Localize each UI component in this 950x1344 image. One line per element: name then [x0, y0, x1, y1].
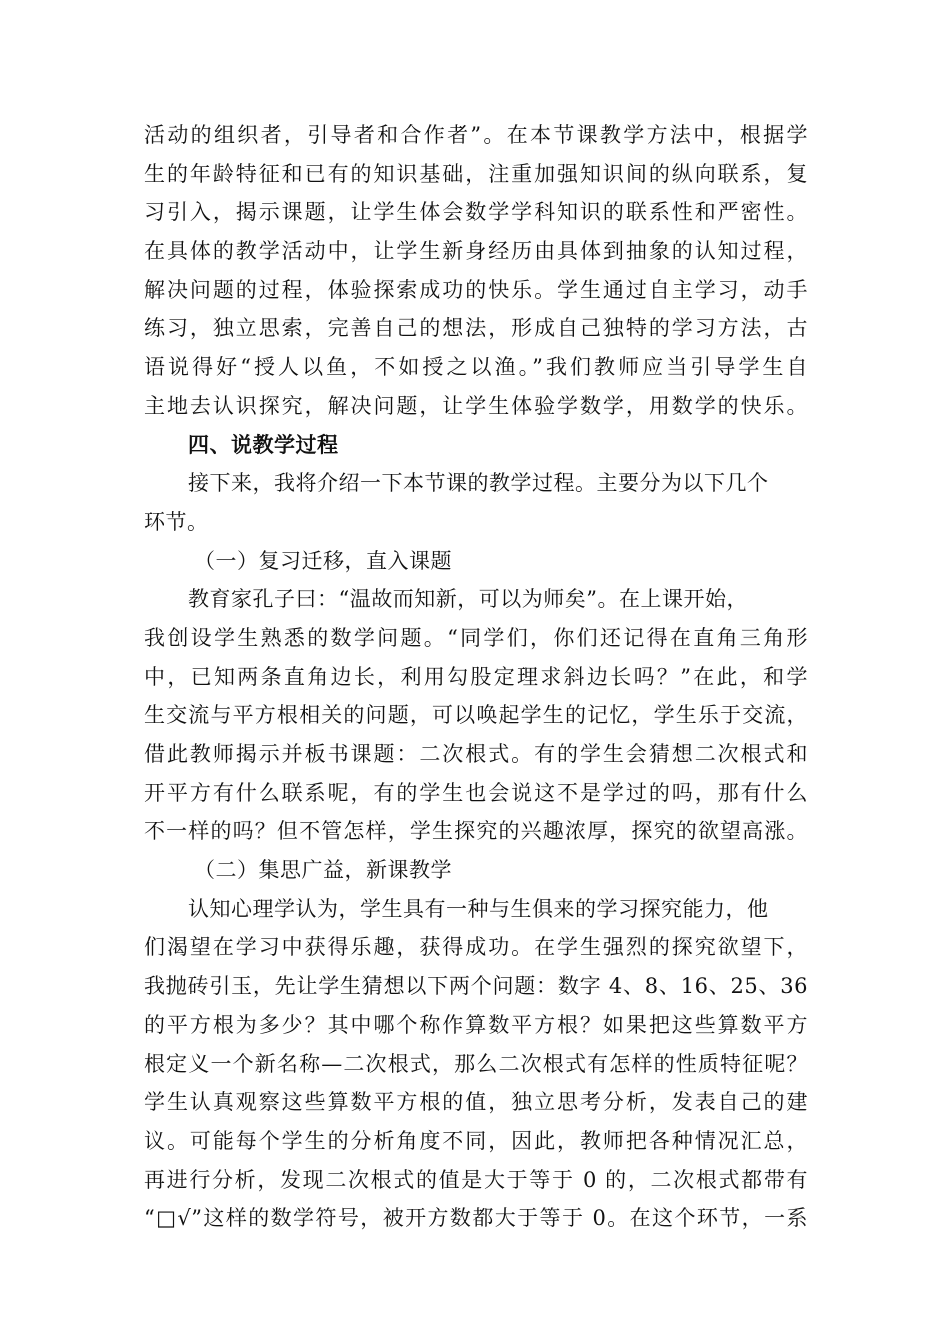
subsection-heading: （二）集思广益，新课教学	[194, 858, 452, 883]
paragraph-line: 在具体的教学活动中，让学生新身经历由具体到抽象的认知过程，	[144, 239, 808, 264]
paragraph-line: 们渴望在学习中获得乐趣，获得成功。在学生强烈的探究欲望下，	[144, 935, 808, 960]
paragraph-line: 开平方有什么联系呢，有的学生也会说这不是学过的吗，那有什么	[144, 780, 808, 805]
paragraph-line: 主地去认识探究，解决问题，让学生体验学数学，用数学的快乐。	[144, 393, 808, 418]
paragraph-line: 生的年龄特征和已有的知识基础，注重加强知识间的纵向联系，复	[144, 161, 808, 186]
paragraph-line: 环节。	[144, 509, 209, 534]
subsection-heading: （一）复习迁移，直入课题	[194, 548, 452, 573]
paragraph-line: 议。可能每个学生的分析角度不同，因此，教师把各种情况汇总，	[144, 1128, 808, 1153]
document-body	[144, 116, 808, 1238]
paragraph-line: 接下来，我将介绍一下本节课的教学过程。主要分为以下几个	[188, 471, 769, 496]
paragraph-line: 不一样的吗？但不管怎样，学生探究的兴趣浓厚，探究的欲望高涨。	[144, 819, 808, 844]
paragraph-line: 活动的组织者，引导者和合作者”。在本节课教学方法中，根据学	[144, 123, 808, 147]
paragraph-line: 再进行分析，发现二次根式的值是大于等于 0 的，二次根式都带有	[144, 1167, 808, 1192]
paragraph-line: 中，已知两条直角边长，利用勾股定理求斜边长吗？”在此，和学	[144, 664, 808, 689]
paragraph-line: 练习，独立思索，完善自己的想法，形成自己独特的学习方法，古	[144, 316, 808, 341]
paragraph-line: 的平方根为多少？其中哪个称作算数平方根？如果把这些算数平方	[144, 1012, 808, 1037]
paragraph-line: 习引入，揭示课题，让学生体会数学学科知识的联系性和严密性。	[144, 200, 808, 225]
paragraph-line: 根定义一个新名称—二次根式，那么二次根式有怎样的性质特征呢？	[144, 1051, 808, 1076]
paragraph-line: 认知心理学认为，学生具有一种与生俱来的学习探究能力，他	[188, 896, 769, 921]
paragraph-line: “□√”这样的数学符号，被开方数都大于等于 0。在这个环节，一系	[144, 1206, 808, 1231]
paragraph-line: 我抛砖引玉，先让学生猜想以下两个问题：数字 4、8、16、25、36	[144, 974, 808, 999]
paragraph-line: 生交流与平方根相关的问题，可以唤起学生的记忆，学生乐于交流，	[144, 703, 808, 728]
paragraph-line: 教育家孔子曰：“温故而知新，可以为师矣”。在上课开始，	[188, 587, 748, 612]
paragraph-line: 语说得好“授人以鱼，不如授之以渔。”我们教师应当引导学生自	[144, 355, 808, 380]
paragraph-line: 解决问题的过程，体验探索成功的快乐。学生通过自主学习，动手	[144, 277, 808, 302]
paragraph-line: 我创设学生熟悉的数学问题。“同学们，你们还记得在直角三角形	[144, 625, 808, 650]
paragraph-line: 学生认真观察这些算数平方根的值，独立思考分析，发表自己的建	[144, 1090, 808, 1115]
section-heading: 四、说教学过程	[188, 431, 339, 457]
paragraph-line: 借此教师揭示并板书课题：二次根式。有的学生会猜想二次根式和	[144, 742, 808, 766]
